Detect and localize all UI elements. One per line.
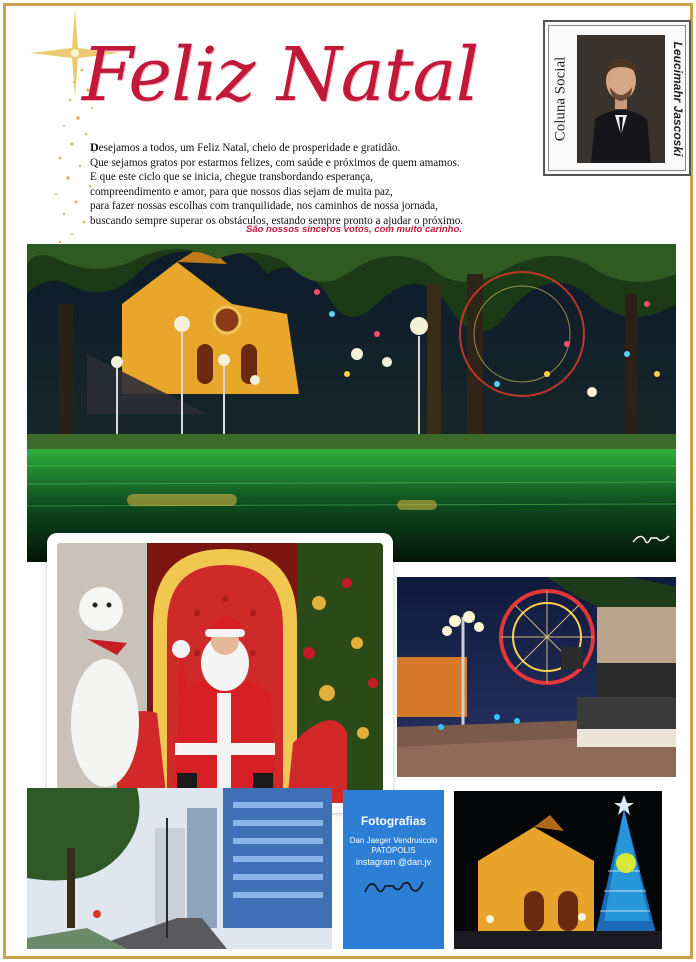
badge-column-label [549, 26, 573, 172]
columnist-name: Leucimahr Jascoski [671, 41, 685, 157]
message-line-rest: esejamos a todos, um Feliz Natal, cheio de prosperidade e gratidão. [98, 142, 401, 154]
message-dropcap: D [90, 140, 99, 154]
message-line: Que sejamos gratos por estarmos felizes, com saúde e próximos de quem amamos. [90, 156, 460, 169]
message-line: buscando sempre superar os obstáculos, estando sempre pronto a ajudar o próximo. [90, 214, 464, 227]
credit-title: Fotografias [360, 814, 427, 828]
santa-claus-photo [47, 533, 393, 813]
city-street-photo [27, 788, 332, 949]
page-title: Feliz Natal [82, 32, 479, 118]
message-line: E que este ciclo que se inicia, chegue transbordando esperança, [90, 171, 373, 184]
badge-name-label [667, 26, 689, 172]
credit-instagram: instagram @dan.jv [355, 857, 432, 867]
message-line: para fazer nossas escolhas com tranquilidade, nos caminhos de nossa jornada, [90, 200, 438, 213]
message-line: compreendimento e amor, para que nossos dias sejam de muita paz, [90, 185, 393, 198]
message-line [90, 140, 510, 156]
credit-city: PATÓPOLIS [371, 846, 416, 855]
message-signoff: São nossos sinceros votos, com muito carinho. [246, 224, 462, 235]
credit-photographer: Dan Jaeger Vendruscolo [349, 836, 438, 845]
columnist-photo [577, 35, 665, 163]
column-title: Coluna Social [552, 56, 569, 142]
column-badge [543, 20, 691, 176]
photo-credit [343, 790, 444, 949]
church-christmas-tree-photo [454, 791, 662, 949]
photographer-signature-icon [631, 530, 671, 548]
park-night-photo [27, 244, 676, 562]
signature-icon [363, 876, 425, 900]
christmas-message [90, 140, 510, 229]
ferris-wheel-street-photo [397, 577, 676, 777]
